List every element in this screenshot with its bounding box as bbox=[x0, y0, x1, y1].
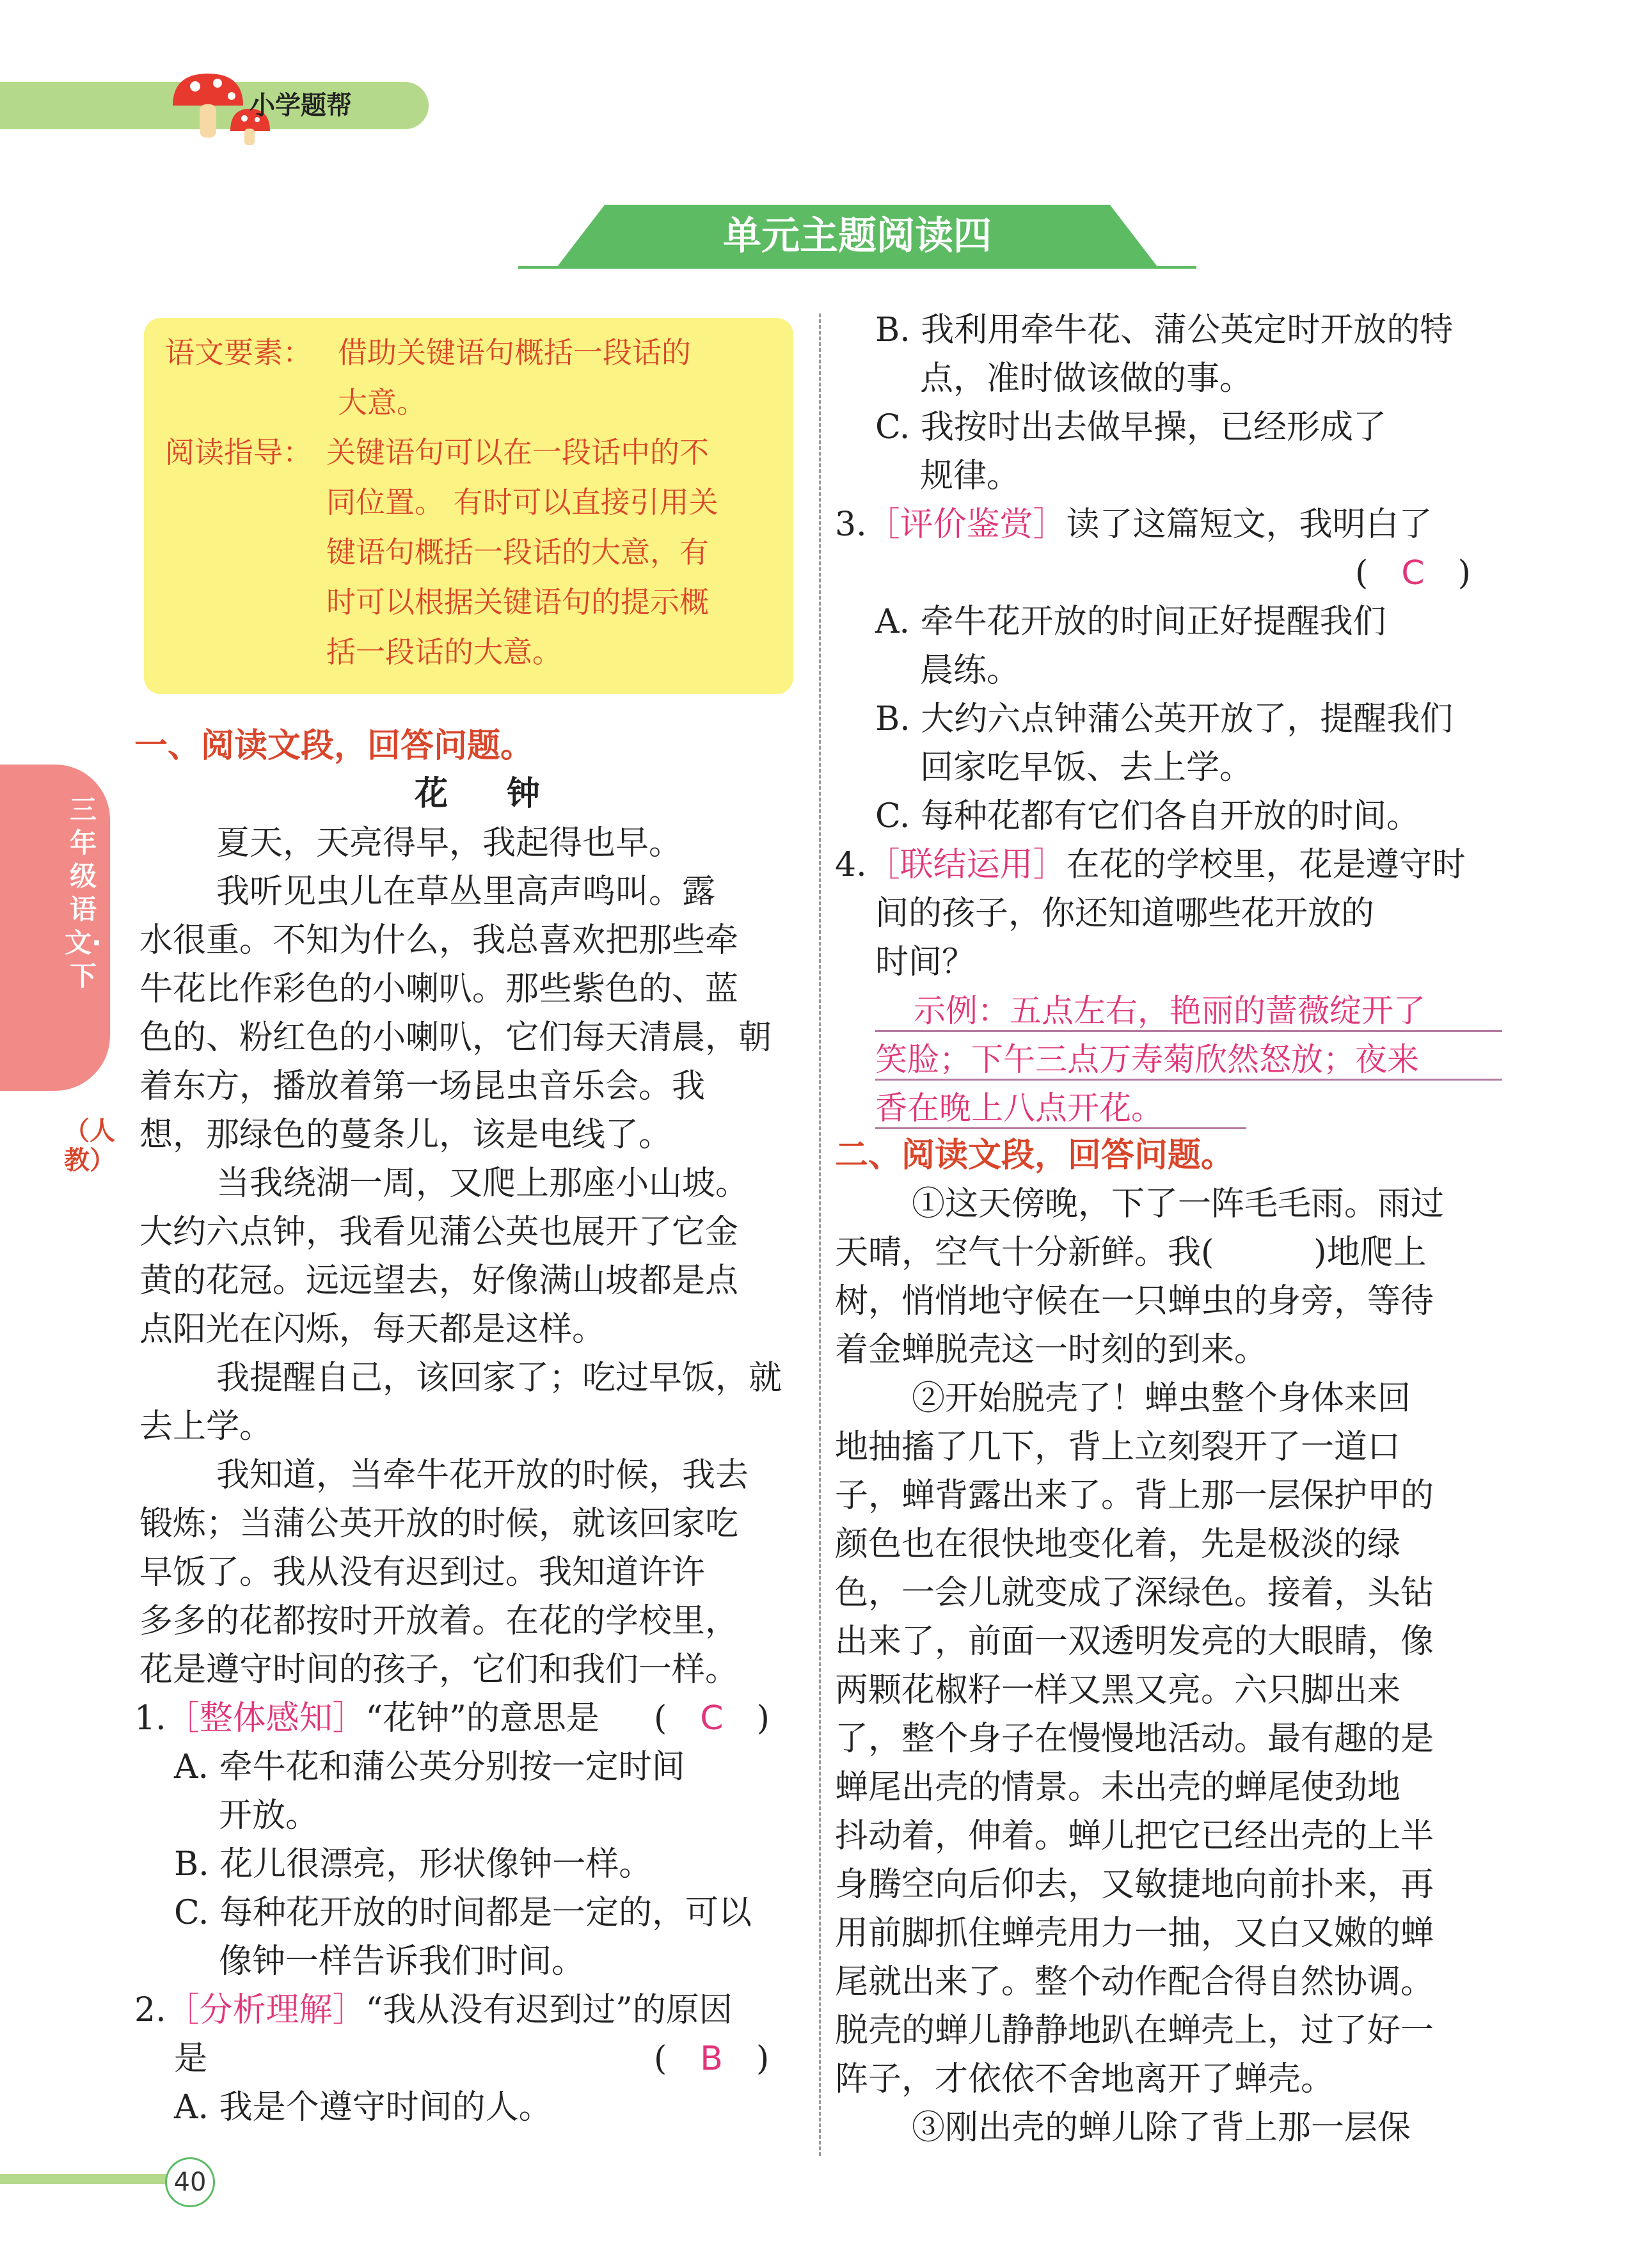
passage-line: 色，一会儿就变成了深绿色。接着，头钻 bbox=[835, 1574, 1434, 1612]
passage-line: 想，那绿色的蔓条儿，该是电线了。 bbox=[139, 1116, 672, 1154]
question-3 bbox=[835, 500, 1432, 549]
passage-line: 水很重。不知为什么，我总喜欢把那些牵 bbox=[139, 921, 739, 960]
passage-line: 抖动着，伸着。蝉儿把它已经出壳的上半 bbox=[835, 1817, 1434, 1855]
answer-underline bbox=[875, 1079, 1502, 1081]
question-number: 1. bbox=[134, 1699, 166, 1738]
passage-line: 多多的花都按时开放着。在花的学校里， bbox=[139, 1602, 739, 1640]
passage-line: 了，整个身子在慢慢地活动。最有趣的是 bbox=[835, 1720, 1434, 1758]
passage-line: 我听见虫儿在草丛里高声鸣叫。露 bbox=[216, 873, 716, 911]
passage-line: 去上学。 bbox=[139, 1408, 273, 1446]
passage-line: 我提醒自己，该回家了；吃过早饭，就 bbox=[216, 1359, 782, 1397]
passage-line: 着东方，播放着第一场昆虫音乐会。我 bbox=[139, 1067, 706, 1106]
passage-line: 当我绕湖一周，又爬上那座小山坡。 bbox=[216, 1164, 749, 1203]
question-tag: ［分析理解］ bbox=[166, 1991, 366, 2029]
passage-line: 天晴，空气十分新鲜。我( )地爬上 bbox=[835, 1233, 1427, 1272]
passage-line: 夏天，天亮得早，我起得也早。 bbox=[216, 824, 683, 862]
passage-line: 色的、粉红色的小喇叭，它们每天清晨，朝 bbox=[139, 1019, 772, 1057]
answer-underline bbox=[875, 1127, 1246, 1129]
section-heading: 二、阅读文段，回答问题。 bbox=[835, 1136, 1235, 1175]
passage-line: 牛花比作彩色的小喇叭。那些紫色的、蓝 bbox=[139, 970, 739, 1008]
answer-paren: ( B ) bbox=[654, 2040, 770, 2078]
passage-line: ③刚出壳的蝉儿除了背上那一层保 bbox=[912, 2109, 1411, 2147]
option-c: C. 我按时出去做早操，已经形成了 bbox=[875, 408, 1386, 447]
question-tag: ［评价鉴赏］ bbox=[866, 505, 1067, 544]
passage-line: ①这天傍晚，下了一阵毛毛雨。雨过 bbox=[912, 1185, 1445, 1223]
element-line: 大意。 bbox=[338, 385, 426, 420]
guide-line: 同位置。 有时可以直接引用关 bbox=[326, 485, 718, 519]
passage-line: 阵子，才依依不舍地离开了蝉壳。 bbox=[835, 2060, 1335, 2098]
option-b: B. 大约六点钟蒲公英开放了，提醒我们 bbox=[875, 700, 1454, 738]
option-a: A. 牵牛花开放的时间正好提醒我们 bbox=[875, 603, 1386, 641]
option-c-cont: 规律。 bbox=[920, 457, 1020, 495]
passage-line: 花是遵守时间的孩子，它们和我们一样。 bbox=[139, 1651, 739, 1689]
answer-choice: B bbox=[700, 2040, 723, 2078]
guide-line: 时可以根据关键语句的提示概 bbox=[326, 585, 709, 619]
passage-line: 蝉尾出壳的情景。未出壳的蝉尾使劲地 bbox=[835, 1768, 1401, 1807]
passage-line: 颜色也在很快地变化着，先是极淡的绿 bbox=[835, 1525, 1401, 1564]
option-c-cont: 像钟一样告诉我们时间。 bbox=[219, 1942, 585, 1981]
question-stem: 读了这篇短文，我明白了 bbox=[1066, 505, 1432, 544]
passage-line: 身腾空向后仰去，又敏捷地向前扑来，再 bbox=[835, 1866, 1434, 1904]
question-stem: 在花的学校里，花是遵守时 bbox=[1066, 846, 1466, 884]
question-tag: ［联结运用］ bbox=[866, 846, 1067, 884]
question-4 bbox=[835, 841, 1466, 889]
question-number: 3. bbox=[835, 505, 867, 544]
answer-underline bbox=[875, 1030, 1502, 1032]
option-a-cont: 开放。 bbox=[219, 1796, 319, 1835]
passage-line: 子，蝉背露出来了。背上那一层保护甲的 bbox=[835, 1477, 1434, 1515]
passage-line: 我知道，当牵牛花开放的时候，我去 bbox=[216, 1456, 749, 1495]
passage-line: 锻炼；当蒲公英开放的时候，就该回家吃 bbox=[139, 1505, 739, 1543]
option-a: A. 牵牛花和蒲公英分别按一定时间 bbox=[174, 1748, 685, 1786]
option-b: B. 花儿很漂亮，形状像钟一样。 bbox=[174, 1845, 653, 1883]
footer-bar bbox=[0, 2174, 166, 2184]
option-c: C. 每种花都有它们各自开放的时间。 bbox=[875, 797, 1420, 836]
passage-line: 黄的花冠。远远望去，好像满山坡都是点 bbox=[139, 1262, 739, 1300]
edition-label: （人教） bbox=[64, 1116, 115, 1175]
answer-paren: ( C ) bbox=[654, 1699, 770, 1738]
page-number: 40 bbox=[165, 2157, 215, 2207]
question-stem-cont: 时间？ bbox=[875, 943, 976, 981]
unit-title: 单元主题阅读四 bbox=[723, 214, 992, 258]
option-c: C. 每种花开放的时间都是一定的，可以 bbox=[174, 1894, 752, 1932]
passage-line: 尾就出来了。整个动作配合得自然协调。 bbox=[835, 1963, 1434, 2001]
unit-title-banner bbox=[518, 205, 1196, 269]
passage-line: 地抽搐了几下，背上立刻裂开了一道口 bbox=[835, 1428, 1401, 1466]
passage-line: 用前脚抓住蝉壳用力一抽，又白又嫩的蝉 bbox=[835, 1914, 1434, 1953]
answer-choice: C bbox=[700, 1699, 724, 1738]
question-number: 2. bbox=[134, 1991, 166, 2029]
element-line: 借助关键语句概括一段话的 bbox=[338, 335, 691, 370]
question-1 bbox=[134, 1694, 599, 1743]
passage-line: ②开始脱壳了！蝉虫整个身体来回 bbox=[912, 1379, 1411, 1418]
passage-line: 大约六点钟，我看见蒲公英也展开了它金 bbox=[139, 1213, 739, 1251]
question-stem-cont: 是 bbox=[174, 2040, 208, 2078]
element-label: 语文要素： bbox=[165, 335, 312, 370]
section-heading: 一、阅读文段，回答问题。 bbox=[134, 727, 534, 765]
guide-line: 键语句概括一段话的大意，有 bbox=[326, 535, 709, 569]
guide-line: 关键语句可以在一段话中的不 bbox=[326, 435, 709, 470]
question-number: 4. bbox=[835, 846, 867, 884]
question-tag: ［整体感知］ bbox=[166, 1699, 366, 1738]
answer-paren: ( C ) bbox=[1355, 554, 1471, 592]
passage-title: 花 钟 bbox=[415, 775, 553, 813]
sample-answer-line: 香在晚上八点开花。 bbox=[875, 1090, 1163, 1127]
column-divider bbox=[819, 313, 821, 2156]
passage-line: 出来了，前面一双透明发亮的大眼睛，像 bbox=[835, 1622, 1434, 1661]
question-2 bbox=[134, 1986, 733, 2034]
passage-line: 着金蝉脱壳这一时刻的到来。 bbox=[835, 1331, 1268, 1369]
question-stem: “我从没有迟到过”的原因 bbox=[365, 1991, 733, 2029]
option-a: A. 我是个遵守时间的人。 bbox=[174, 2088, 552, 2127]
option-b: B. 我利用牵牛花、蒲公英定时开放的特 bbox=[875, 311, 1454, 349]
passage-line: 脱壳的蝉儿静静地趴在蝉壳上，过了好一 bbox=[835, 2011, 1434, 2050]
passage-line: 点阳光在闪烁，每天都是这样。 bbox=[139, 1310, 606, 1349]
passage-line: 树，悄悄地守候在一只蝉虫的身旁，等待 bbox=[835, 1282, 1434, 1320]
grade-label: 三年级语文·下 bbox=[65, 794, 102, 992]
question-stem: “花钟”的意思是 bbox=[365, 1699, 599, 1738]
passage-line: 两颗花椒籽一样又黑又亮。六只脚出来 bbox=[835, 1671, 1401, 1709]
guide-label: 阅读指导： bbox=[165, 435, 312, 470]
answer-choice: C bbox=[1401, 554, 1425, 592]
passage-line: 早饭了。我从没有迟到过。我知道许许 bbox=[139, 1553, 706, 1592]
option-b-cont: 点，准时做该做的事。 bbox=[920, 360, 1253, 398]
brand-name: 小学题帮 bbox=[250, 91, 352, 120]
option-b-cont: 回家吃早饭、去上学。 bbox=[920, 749, 1253, 787]
option-a-cont: 晨练。 bbox=[920, 651, 1020, 690]
guide-line: 括一段话的大意。 bbox=[326, 635, 562, 669]
sample-answer-line: 示例：五点左右，艳丽的蔷薇绽开了 bbox=[914, 992, 1425, 1029]
sample-answer-line: 笑脸；下午三点万寿菊欣然怒放；夜来 bbox=[875, 1041, 1419, 1078]
question-stem-cont: 间的孩子，你还知道哪些花开放的 bbox=[875, 894, 1375, 933]
